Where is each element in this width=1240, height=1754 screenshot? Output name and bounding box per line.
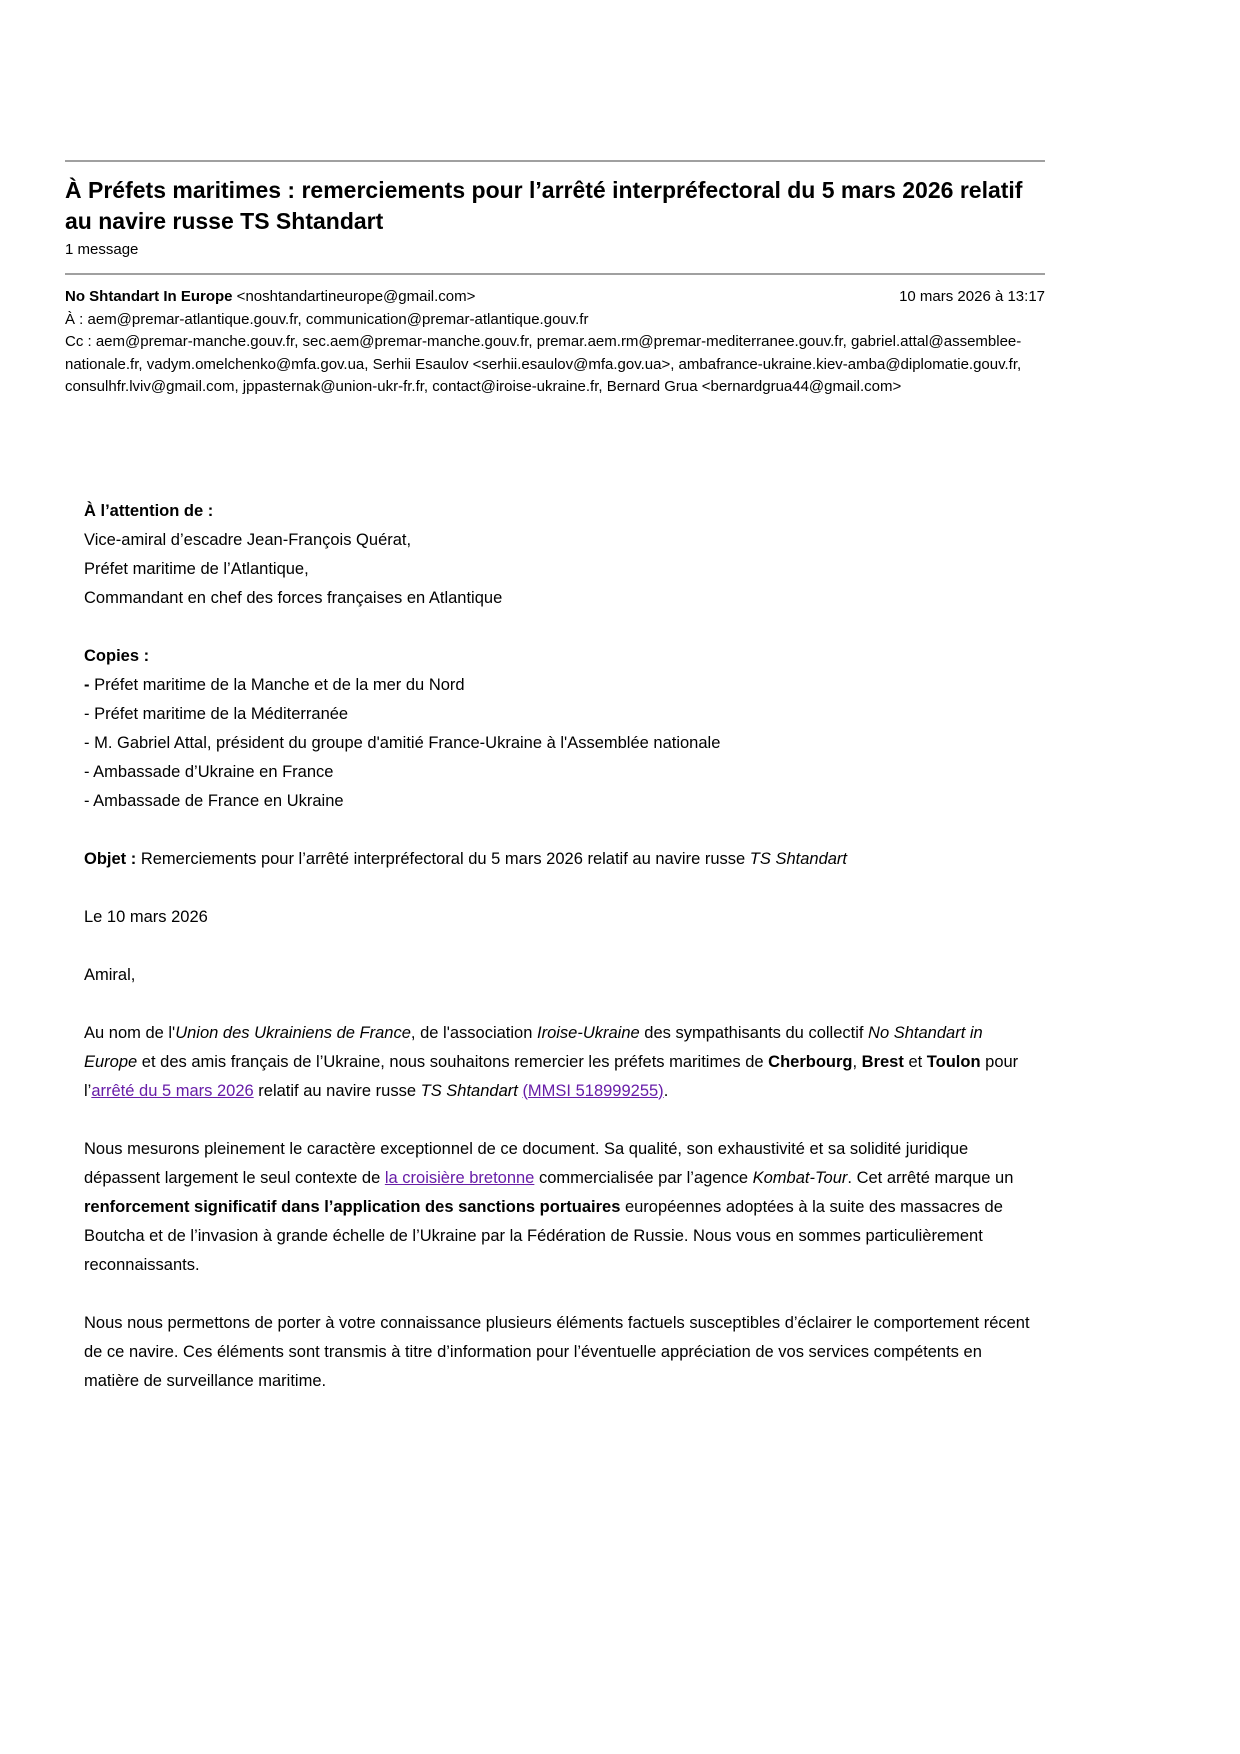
text-segment: No Shtandart in Europe	[84, 1023, 983, 1071]
text-segment: pour l’	[84, 1052, 1019, 1100]
mail-header	[65, 286, 1045, 399]
attention-line-3: Commandant en chef des forces françaises en Atlantique	[84, 588, 503, 607]
text-segment: , de l'association	[410, 1023, 537, 1042]
text-segment: des sympathisants du collectif	[639, 1023, 869, 1042]
text-segment: européennes adoptées à la suite des massacres de Boutcha et de l’invasion à grande échelle de l’Ukraine par la Fédération de Russie. Nous vous en sommes particulièrement reconnaissants.	[84, 1197, 1003, 1274]
top-divider	[65, 160, 1045, 162]
text-segment: et	[903, 1052, 927, 1071]
attention-block	[84, 497, 1035, 613]
sender	[65, 286, 475, 309]
sender-name: No Shtandart In Europe	[65, 288, 233, 305]
sender-row	[65, 286, 1045, 309]
date-line: Le 10 mars 2026	[84, 907, 208, 926]
message-count: 1 message	[65, 241, 139, 258]
arrete-link[interactable]: arrêté du 5 mars 2026	[91, 1081, 254, 1100]
text-segment: Nous mesurons pleinement le caractère exceptionnel de ce document. Sa qualité, son exhaustivité et sa solidité juridique dépassent largement le seul contexte de	[84, 1139, 969, 1187]
attention-line-1: Vice-amiral d’escadre Jean-François Quérat,	[84, 530, 412, 549]
text-segment: et des amis français de l’Ukraine, nous souhaitons remercier les préfets maritimes de	[137, 1052, 769, 1071]
mmsi-link[interactable]: (MMSI 518999255)	[522, 1081, 664, 1100]
text-segment: TS Shtandart	[420, 1081, 518, 1100]
text-segment: ,	[852, 1052, 862, 1071]
timestamp: 10 mars 2026 à 13:17	[899, 288, 1045, 305]
text-segment: commercialisée par l’agence	[534, 1168, 753, 1187]
sender-email: <noshtandartineurope@gmail.com>	[232, 288, 476, 305]
attention-line-2: Préfet maritime de l’Atlantique,	[84, 559, 309, 578]
objet-label: Objet :	[84, 849, 137, 868]
attention-heading: À l’attention de :	[84, 501, 214, 520]
email-body	[84, 497, 1035, 1396]
copies-block	[84, 642, 1035, 816]
list-item	[84, 676, 465, 694]
email-content	[65, 160, 1045, 1425]
text-segment: Brest	[861, 1052, 904, 1071]
objet-text: Remerciements pour l’arrêté interpréfectoral du 5 mars 2026 relatif au navire russe	[136, 849, 750, 868]
header-divider	[65, 273, 1045, 275]
copies-heading: Copies :	[84, 646, 150, 665]
to-line: À : aem@premar-atlantique.gouv.fr, communication@premar-atlantique.gouv.fr	[65, 310, 589, 328]
list-item: - Préfet maritime de la Méditerranée	[84, 704, 349, 723]
paragraph-1	[84, 1019, 1035, 1106]
text-segment: Union des Ukrainiens de France	[175, 1023, 411, 1042]
objet-line	[84, 845, 1035, 874]
page-title: À Préfets maritimes : remerciements pour l’arrêté interpréfectoral du 5 mars 2026 relatif au navire russe TS Shtandart	[65, 177, 1023, 234]
text-segment: Au nom de l'	[84, 1023, 176, 1042]
list-item: - Ambassade d’Ukraine en France	[84, 762, 334, 781]
text-segment: relatif au navire russe	[253, 1081, 421, 1100]
text-segment: .	[663, 1081, 669, 1100]
paragraph-3: Nous nous permettons de porter à votre connaissance plusieurs éléments factuels susceptibles d’éclairer le comportement récent de ce navire. Ces éléments sont transmis à titre d’information pour l’éventuelle appréciation de vos services compétents en matière de surveillance maritime.	[84, 1313, 1030, 1390]
list-item: - M. Gabriel Attal, président du groupe d'amitié France-Ukraine à l'Assemblée nationale	[84, 733, 721, 752]
text-segment: . Cet arrêté marque un	[847, 1168, 1014, 1187]
list-item-dash: -	[84, 675, 90, 694]
text-segment: Toulon	[926, 1052, 981, 1071]
objet-ship-name: TS Shtandart	[749, 849, 848, 868]
croisiere-link[interactable]: la croisière bretonne	[384, 1168, 535, 1187]
paragraph-2	[84, 1135, 1035, 1280]
salutation: Amiral,	[84, 965, 136, 984]
text-segment: renforcement significatif dans l’application des sanctions portuaires	[84, 1197, 621, 1216]
text-segment: Cherbourg	[768, 1052, 853, 1071]
cc-line: Cc : aem@premar-manche.gouv.fr, sec.aem@premar-manche.gouv.fr, premar.aem.rm@premar-mediterranee.gouv.fr, gabriel.attal@assemblee-nationale.fr, vadym.omelchenko@mfa.gov.ua, Serhii Esaulov <serhii.esaulov@mfa.gov.ua>, ambafrance-ukraine.kiev-amba@diplomatie.gouv.fr, consulhfr.lviv@gmail.com, jppasternak@union-ukr-fr.fr, contact@iroise-ukraine.fr, Bernard Grua <bernardgrua44@gmail.com>	[65, 333, 1022, 395]
text-segment: Kombat-Tour	[752, 1168, 848, 1187]
list-item: - Ambassade de France en Ukraine	[84, 791, 344, 810]
text-segment: Iroise-Ukraine	[536, 1023, 640, 1042]
list-item-text: Préfet maritime de la Manche et de la mer du Nord	[89, 675, 465, 694]
